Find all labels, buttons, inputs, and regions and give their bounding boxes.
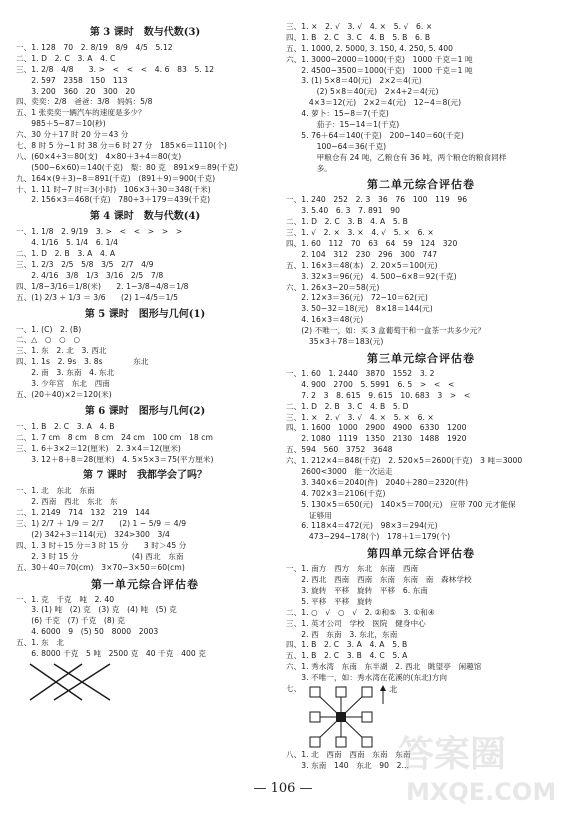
answer-line: 甲粮仓有 24 吨，乙粮仓有 36 吨，两个粮仓的粮食同样: [286, 152, 507, 162]
answer-line: 二、△ ○ ○ ○: [16, 335, 81, 345]
answer-line: 四、1. B 2. C 3. A 4. A 5. B: [286, 640, 408, 650]
answer-line: 4. 702×3＝2106(千克): [286, 488, 386, 498]
answer-line: 35×3＋78＝183(元): [286, 337, 384, 347]
answer-line: 四、1. 60 112 70 63 64 59 124 320: [286, 239, 458, 249]
answer-line: 一、1. 1/8 2. 9/19 3. > < < > > >: [16, 227, 183, 237]
answer-line: 4. 16×3＝48(元): [286, 315, 364, 325]
answer-line: 五、(20＋40)×2＝120(米): [16, 389, 112, 399]
answer-line: (6) 千克 (7) 千克 (8) 克: [16, 616, 125, 626]
answer-line: 一、1. 克 千克 吨 2. 40: [16, 594, 115, 604]
answer-line: 三、1) 2/7 ＋ 1/9 ＝ 2/7 (2) 1 − 5/9 ＝ 4/9: [16, 519, 187, 529]
answer-line: 2. 4500−3500＝1000(千克) 1000 千克＝1 吨: [286, 65, 473, 75]
answer-line: 一、1. 南方 西方 东北 东南 西南: [286, 564, 419, 574]
answer-line: 二、1. 7 cm 8 cm 8 cm 24 cm 100 cm 18 cm: [16, 432, 213, 442]
answer-line: 4. 900 2700 5. 5991 6. 5 > < <: [286, 379, 455, 389]
answer-line: 三、1. √ 2. × 3. × 4. √ 5. × 6. ×: [286, 228, 434, 238]
answer-line: 2. 西南 西北 东北 东: [16, 497, 118, 507]
section-heading: 第 4 课时 数与代数(4): [89, 211, 201, 223]
answer-line: 2. 南 3. 东南 4. 东北: [16, 368, 115, 378]
answer-line: 2. 3 时 15 分 (4) 西北 东南: [16, 551, 184, 561]
section-heading: 第 7 课时 我都学会了吗？: [83, 470, 207, 482]
answer-line: 五、1. B 2. C 3. B 4. C 5. A: [286, 651, 408, 661]
answer-line: 4. 6000 9 (5) 50 8000 2003: [16, 627, 159, 637]
answer-line: 二、1. D 2. C 3. A 4. C: [16, 53, 116, 63]
answer-line: 三、1. × 2. √ 3. √ 4. × 5. × 6. ×: [286, 412, 434, 422]
answer-line: 5. 平移 平移 旋转: [286, 596, 373, 606]
section-heading: 第三单元综合评估卷: [367, 351, 475, 365]
answer-line: 四、1. 3 时＋15 分＝3 时 15 分 3 时＞45 分: [16, 540, 187, 550]
answer-line: 五、1. 1000, 2. 5000, 3. 150, 4. 250, 5. 400: [286, 43, 454, 53]
answer-line: 六、1. 3000−2000＝1000(千克) 1000 千克＝1 吨: [286, 54, 473, 64]
watermark-logo-text: 答案圈: [398, 734, 507, 775]
answer-line: 一、1. 北 东北 东南: [16, 486, 95, 496]
section-heading: 第 6 课时 图形与几何(2): [84, 405, 206, 417]
answer-line: 四、1. 1600 1000 2900 4900 6330 1200: [286, 423, 467, 433]
answer-line: 六、1. 秀水湾 东南 东半湖 2. 西北 眺望亭 闲趣馆: [286, 662, 482, 672]
question-7-label: 七、: [286, 683, 302, 693]
page-number: — 106 —: [253, 781, 313, 796]
answer-line: 一、1. 128 70 2. 8/19 8/9 4/5 5.12: [16, 43, 173, 52]
answer-line: 2. 4/16 3/8 1/3 3/16 2/5 7/8: [16, 270, 164, 280]
section-heading: 第 3 课时 数与代数(3): [89, 27, 201, 38]
matching-lines-diagram: [24, 660, 124, 704]
answer-line: 五、(1) 2/3 ÷ 1/3 ＝ 3/6 (2) 1−4/5＝1/5: [16, 292, 179, 302]
answer-line: 二、1. 2149 714 132 219 144: [16, 508, 150, 518]
answer-line: 3. 200 360 20 300 20: [16, 86, 136, 96]
section-heading: 第二单元综合评估卷: [367, 178, 475, 192]
answer-line: 四、1/8−3/16＝1/8(米) 2. 1−3/8−4/8＝1/8: [16, 281, 189, 291]
answer-line: 五、1. 16×3＝48(本) 2. 20×5＝100(元): [286, 260, 438, 270]
answer-line: 二、1. D 2. B 3. C 4. B 5. D: [286, 401, 409, 411]
answer-line: 473−294−178(个) 178＋1＝179(个): [286, 532, 451, 542]
answer-line: 一、1. (C) 2. (B): [16, 324, 82, 334]
answer-line: 2. 104 312 230 296 300 747: [286, 249, 438, 259]
answer-line: 2. 156×3＝468(千克) 780÷3＋179＝439(千克): [16, 195, 211, 205]
answer-line: 八、(60×4÷3＝80(支) 4×80＋3÷4＝80(支): [16, 151, 182, 161]
answer-line: 三、1. 2/3 2/5 5/8 3/5 2/7 4/9: [16, 260, 154, 270]
answer-line: 3. 32×3＝96(元) 4. 500−6×8＝92(千克): [286, 271, 457, 281]
answer-line: 多。: [286, 163, 332, 173]
answer-line: 2. 西 东南 3. 东北，东南: [286, 629, 398, 639]
answer-line: 二、1. D 2. B 3. A 4. A: [16, 249, 116, 259]
answer-line: 五、1 张奕奕一辆汽车的速度是多少？: [16, 108, 146, 118]
answer-line: 3. 12＋8＋8＝28(厘米) 4. 5×5×3＝75(平方厘米): [16, 454, 214, 464]
answer-line: 5. 76＋64＝140(千克) 200−140＝60(千克): [286, 130, 464, 140]
answer-line: 4. 1/16 5. 1/4 6. 1/4: [16, 238, 118, 248]
answer-line: 一、1. B 2. C 3. A 4. B: [16, 421, 115, 431]
answer-line: (2) 不唯一，如：买 3 盒葡萄干和一盒茶一共多少元？: [286, 326, 485, 336]
answer-line: 3. 旋转 平移 旋转 平移 6. 东南: [286, 585, 428, 595]
answer-line: 三、1. 东 2. 北 3. 西北: [16, 346, 107, 356]
answer-line: 2. 1080 1119 1350 2130 1488 1920: [286, 434, 467, 444]
section-heading: 第四单元综合评估卷: [367, 547, 475, 561]
answer-line: 6. 8000 千克 5 吨 2500 克 40 千克 400 克: [16, 648, 206, 658]
answer-line: 2. 西北 西南 西南 东南 东南 南 森林学校: [286, 575, 472, 585]
answer-line: 100−64＝36(千克): [286, 141, 387, 151]
answer-line: 2. 597 2358 150 113: [16, 75, 128, 85]
watermark-url-text: MXQE.COM: [406, 778, 557, 806]
answer-line: 5. 130×5＝650(元) 140×5＝700(元) 应带 700 元才能保: [286, 499, 516, 509]
answer-line: 985＋5−87＝10(秒): [16, 119, 106, 129]
answer-line: 八、1. 北 西南 西南 东南 东南: [286, 749, 411, 759]
answer-line: 二、1. ○ √ ○ √ 2. ②和⑤ 3. ①和④: [286, 607, 435, 617]
answer-line: 一、1. 240 252 2. 3 36 76 100 119 96: [286, 195, 468, 205]
answer-line: 2600<3000 能一次运走: [286, 466, 393, 476]
answer-line: 3. 东南 140 东北 90 2...: [286, 760, 409, 770]
answer-line: 3. (1) 吨 (2) 克 (3) 克 (4) 吨 (5) 克: [16, 605, 177, 615]
answer-line: 六、1. 212×4＝848(千克) 2. 520×5＝2600(千克) 3 吨＝3000: [286, 456, 523, 466]
answer-line: (2) 5×8＝40(元) 2×4÷2＝4(元): [286, 87, 439, 97]
section-heading: 第 5 课时 图形与几何(1): [84, 308, 206, 320]
left-column: [16, 22, 274, 704]
north-label: 北: [389, 684, 398, 694]
answer-line: 四、1. B 2. C 3. C 4. B 5. B 6. B: [286, 32, 431, 42]
answer-line: (500−6×60)＝140(千克) 梨：80 克 891×9＝89(千克): [16, 162, 239, 172]
answer-line: 六、1. 26×3−20＝58(元): [286, 282, 380, 292]
answer-line: 证够用: [286, 510, 332, 520]
answer-line: 茄子：15−14＝1(千克): [286, 120, 400, 130]
right-column: [286, 22, 556, 772]
answer-line: 三、1. 2/8 4/8 3. > < < < 4. 6 83 5. 12: [16, 64, 215, 74]
answer-line: 十、1. 11 时−7 时＝3(小时) 106×3＋30＝348(千米): [16, 184, 211, 194]
answer-line: 2. 12×3＝36(元) 72−10＝62(元): [286, 293, 428, 303]
answer-line: 4×3＝12(元) 2×2＝4(元) 12−4＝8(元): [286, 98, 462, 108]
answer-line: 四、1. 1s 2. 9s 3. 8s 东北: [16, 357, 149, 367]
answer-line: 六、30 分＋17 时 20 分＝43 分: [16, 130, 129, 140]
answer-line: 7. 2 3 8. 615 9. 615 10. 683 3 > <: [286, 390, 471, 400]
answer-line: 五、30＋40＝70(cm) 3×70−3×50＝60(cm): [16, 562, 185, 572]
answer-line: 三、1. 英才公司 学校 医院 健身中心: [286, 618, 426, 628]
answer-line: (2) 342÷3＝114(元) 324>300 3/4: [16, 529, 170, 539]
section-heading: 第一单元综合评估卷: [91, 577, 199, 591]
watermark: [384, 722, 557, 812]
answer-line: 五、594 560 3752 3648: [286, 445, 393, 455]
answer-line: 3. 50−32＝18(元) 8×18＝144(元): [286, 304, 433, 314]
answer-line: 6. 118×4＝472(元) 98×3＝294(元): [286, 521, 438, 531]
answer-line: 3. 少年宫 东北 西南: [16, 379, 110, 389]
answer-line: 3. 不唯一，如：秀水湾在花溪的(东北)方向: [286, 673, 448, 683]
answer-line: 4. 萝卜：15−8＝7(千克): [286, 109, 389, 119]
answer-line: 五、1. 东 北: [16, 638, 65, 648]
answer-line: 三、1. × 2. √ 3. √ 4. × 5. √ 6. ×: [286, 22, 433, 31]
answer-line: 3. 5.40 6. 3 7. 891 90: [286, 206, 401, 216]
answer-line: 九、164×(9＋3)−8＝891(千克) (891＋9)＝900(千克): [16, 173, 216, 183]
answer-line: 四、奕奕：2/8 爸爸：3/8 妈妈：5/8: [16, 97, 153, 107]
answer-line: 二、1. D 2. C 3. B 4. A 5. B: [286, 217, 408, 227]
answer-line: 三、1. 6＋3×2＝12(厘米) 2. 3×4＝12(厘米): [16, 443, 181, 453]
answer-line: 七、8 时 5 分−1 时 38 分＝6 时 27 分 185×6＝1110(个): [16, 141, 227, 151]
answer-line: 一、1. 60 1. 2440 3870 1552 3. 2: [286, 368, 435, 378]
answer-line: 3. 340×6＝2040(件) 2040＋280＝2320(件): [286, 477, 469, 487]
answer-line: 3. (1) 5×8＝40(元) 2×2＝4(元): [286, 76, 422, 86]
